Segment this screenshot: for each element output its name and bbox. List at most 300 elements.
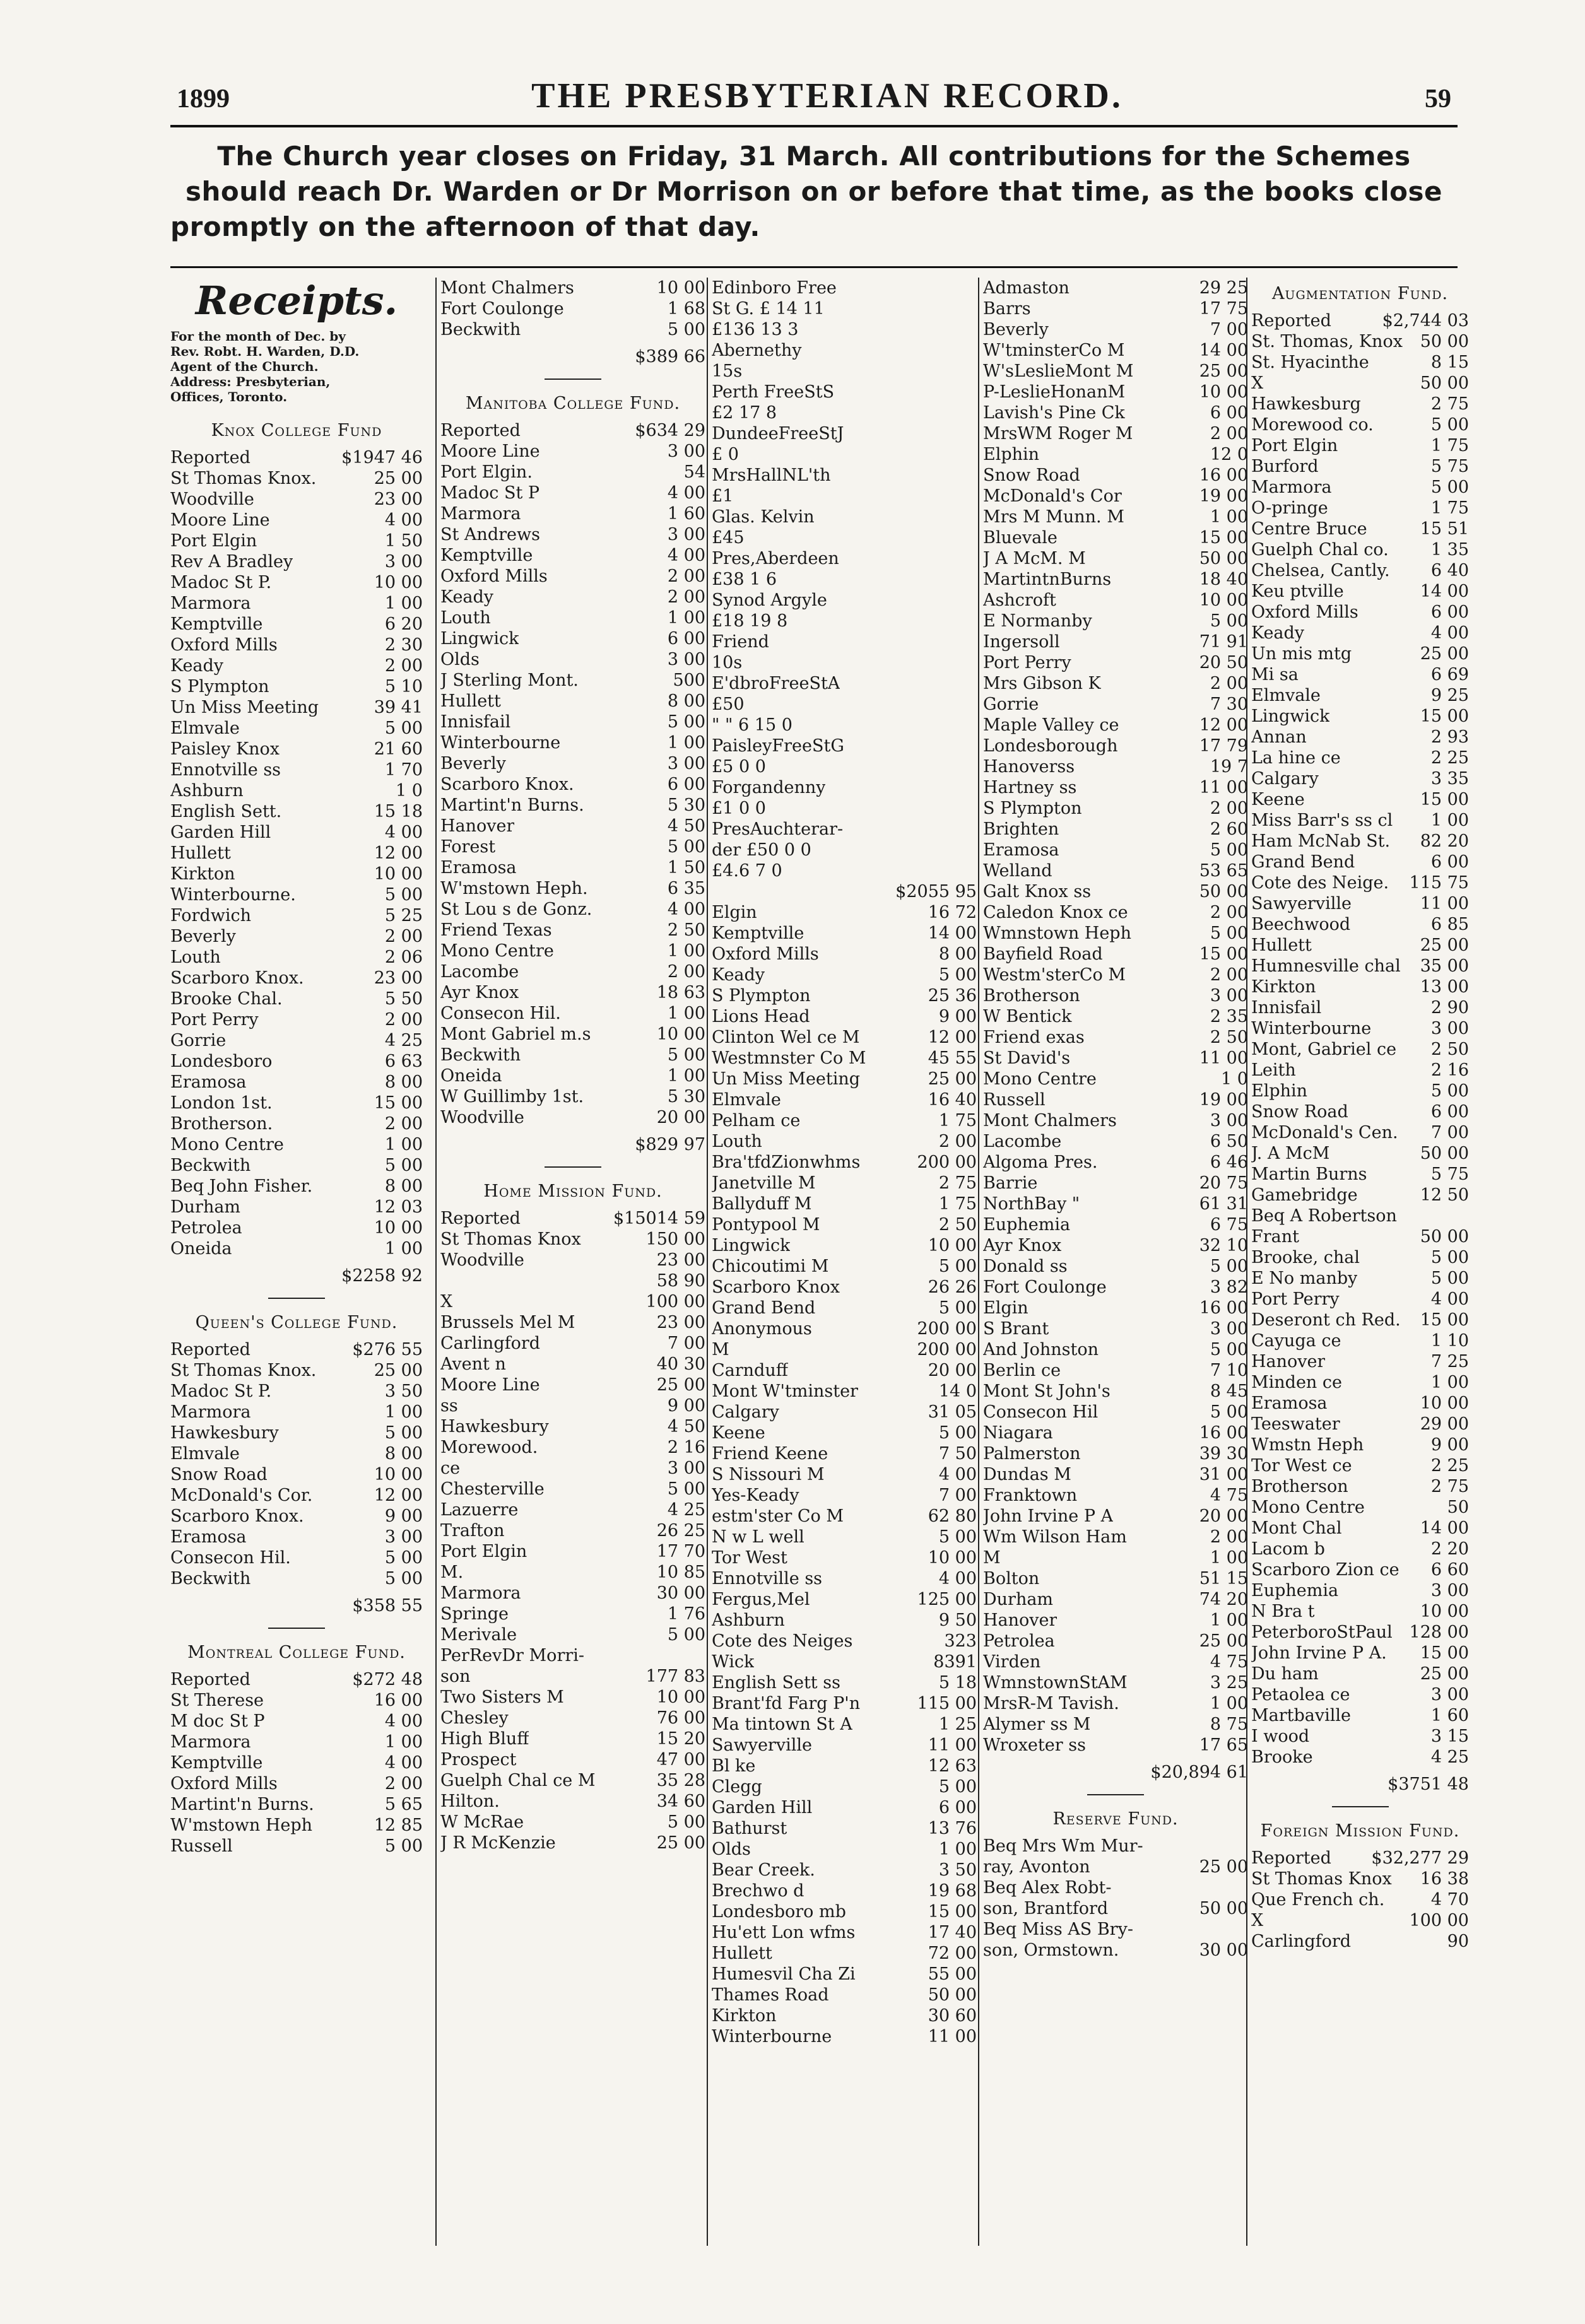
ledger-entry-amount: 12 0 bbox=[1210, 445, 1248, 464]
ledger-entry-amount: 5 00 bbox=[1210, 1340, 1248, 1359]
ledger-entry-amount: 1 75 bbox=[1430, 498, 1469, 518]
ledger-row bbox=[440, 1541, 705, 1562]
ledger-entry-amount: 2 50 bbox=[1430, 1040, 1469, 1059]
ledger-row bbox=[983, 611, 1248, 631]
ledger-entry-amount: 1 75 bbox=[1430, 436, 1469, 455]
ledger-entry-amount: 29 25 bbox=[1199, 278, 1248, 298]
ledger-row bbox=[983, 1152, 1248, 1173]
ledger-row bbox=[440, 1354, 705, 1375]
ledger-entry-amount: 5 00 bbox=[938, 1777, 977, 1797]
ledger-row bbox=[712, 402, 977, 423]
ledger-entry-name: Ashburn bbox=[712, 1611, 785, 1630]
ledger-row bbox=[1251, 935, 1469, 956]
ledger-row bbox=[170, 1030, 423, 1051]
ledger-entry-amount: 20 00 bbox=[656, 1108, 705, 1127]
ledger-entry-name: Hanover bbox=[440, 816, 515, 836]
ledger-entry-amount: 7 00 bbox=[1430, 1123, 1469, 1142]
notice-line: should reach Dr. Warden or Dr Morrison on or before that time, as the books close bbox=[186, 176, 1442, 207]
ledger-entry-name: Eramosa bbox=[170, 1527, 247, 1547]
ledger-entry-amount: 1 00 bbox=[1210, 507, 1248, 527]
ledger-entry-name: Forest bbox=[440, 837, 496, 857]
ledger-entry-amount: 5 25 bbox=[384, 906, 423, 925]
ledger-row bbox=[440, 1604, 705, 1624]
ledger-row bbox=[170, 989, 423, 1009]
ledger-row bbox=[712, 319, 977, 340]
ledger-entry-name: Merivale bbox=[440, 1625, 517, 1645]
ledger-row bbox=[712, 1693, 977, 1714]
ledger-entry-name: Snow Road bbox=[1251, 1102, 1348, 1122]
ledger-entry-name: Chicoutimi M bbox=[712, 1257, 829, 1276]
ledger-entry-amount: 1 00 bbox=[384, 1732, 423, 1752]
ledger-entry-name: J. A McM bbox=[1251, 1144, 1330, 1163]
column-5 bbox=[1246, 278, 1469, 2246]
ledger-entry-amount: 31 00 bbox=[1199, 1465, 1248, 1484]
ledger-entry-amount bbox=[700, 1645, 705, 1666]
ledger-entry-amount: 5 00 bbox=[384, 1548, 423, 1568]
ledger-entry-amount: 6 00 bbox=[938, 1798, 977, 1817]
ledger-entry-name: Keady bbox=[170, 656, 224, 676]
ledger-row bbox=[712, 1839, 977, 1860]
ledger-entry-name: Carlingford bbox=[1251, 1932, 1352, 1951]
ledger-entry-amount: 128 00 bbox=[1409, 1623, 1469, 1642]
ledger-entry-amount bbox=[972, 548, 977, 569]
ledger-entry-name: Ham McNab St. bbox=[1251, 831, 1391, 851]
ledger-row bbox=[170, 926, 423, 947]
ledger-row bbox=[440, 1791, 705, 1812]
ledger-entry-amount: 50 00 bbox=[1199, 882, 1248, 901]
ledger-entry-amount: $634 29 bbox=[635, 421, 705, 440]
ledger-entry-name: Kemptville bbox=[170, 1753, 263, 1773]
ledger-entry-amount: 2 93 bbox=[1430, 727, 1469, 747]
ledger-entry-amount: 10 85 bbox=[656, 1563, 705, 1582]
ledger-row bbox=[983, 1547, 1248, 1568]
ledger-entry-amount: 5 00 bbox=[1210, 1402, 1248, 1422]
ledger-entry-amount: 323 bbox=[944, 1631, 977, 1651]
ledger-entry-amount: 47 00 bbox=[656, 1750, 705, 1769]
ledger-entry-name: Oxford Mills bbox=[1251, 602, 1358, 622]
ledger-row bbox=[170, 1527, 423, 1547]
ledger-row bbox=[170, 1568, 423, 1589]
ledger-entry-amount: 8 00 bbox=[938, 944, 977, 964]
ledger-row bbox=[170, 843, 423, 864]
ledger-entry-amount: 9 00 bbox=[667, 1396, 705, 1416]
ledger-row bbox=[983, 1027, 1248, 1048]
ledger-entry-name: Beverly bbox=[440, 754, 506, 773]
page-number: 59 bbox=[1424, 85, 1451, 114]
ledger-entry-amount: 19 00 bbox=[1199, 486, 1248, 506]
ledger-entry-amount: 20 50 bbox=[1199, 653, 1248, 672]
ledger-entry-name: PerRevDr Morri- bbox=[440, 1646, 585, 1665]
ledger-entry-name: Virden bbox=[983, 1652, 1041, 1672]
ledger-row bbox=[440, 1812, 705, 1833]
ledger-entry-name: £136 13 3 bbox=[712, 320, 799, 339]
ledger-entry-name: Beq Mrs Wm Mur- bbox=[983, 1836, 1143, 1856]
ledger-row bbox=[1251, 1601, 1469, 1622]
ledger-entry-name: Brotherson. bbox=[170, 1114, 273, 1134]
ledger-entry-name: Hanover bbox=[983, 1611, 1058, 1630]
ledger-entry-amount: 25 00 bbox=[1199, 1631, 1248, 1651]
ledger-entry-name: MartintnBurns bbox=[983, 570, 1112, 589]
ledger-entry-amount: 17 79 bbox=[1199, 736, 1248, 756]
ledger-entry-amount: 8 00 bbox=[667, 691, 705, 711]
ledger-entry-amount: 20 00 bbox=[1199, 1506, 1248, 1526]
ledger-entry-name: W Bentick bbox=[983, 1007, 1072, 1026]
ledger-entry-name: Synod Argyle bbox=[712, 590, 827, 610]
ledger-entry-amount: 15 20 bbox=[656, 1729, 705, 1749]
ledger-row bbox=[983, 1652, 1248, 1672]
ledger-entry-name: McDonald's Cen. bbox=[1251, 1123, 1398, 1142]
ledger-entry-name: Winterbourne. bbox=[170, 885, 296, 905]
ledger-row bbox=[712, 569, 977, 590]
ledger-entry-amount: 1 00 bbox=[1430, 1373, 1469, 1392]
ledger-entry-name: St. Thomas, Knox bbox=[1251, 332, 1403, 351]
ledger-entry-name: Reported bbox=[170, 1340, 250, 1359]
ledger-entry-amount: 6 00 bbox=[1430, 602, 1469, 622]
ledger-entry-amount: 9 00 bbox=[938, 1007, 977, 1026]
ledger-entry-name: £1 0 0 bbox=[712, 799, 766, 818]
ledger-entry-name: Hawkesbury bbox=[170, 1423, 279, 1443]
ledger-entry-amount bbox=[972, 527, 977, 548]
ledger-entry-name: Morewood. bbox=[440, 1438, 538, 1457]
ledger-entry-name: Hartney ss bbox=[983, 778, 1077, 797]
ledger-row bbox=[983, 756, 1248, 777]
ledger-entry-name: N w L well bbox=[712, 1527, 804, 1547]
ledger-entry-amount: 2 00 bbox=[1210, 799, 1248, 818]
ledger-row bbox=[440, 566, 705, 587]
ledger-entry-name: Admaston bbox=[983, 278, 1069, 298]
ledger-entry-amount: 4 00 bbox=[1430, 623, 1469, 643]
ledger-entry-name: Lingwick bbox=[712, 1236, 791, 1255]
ledger-row bbox=[170, 1773, 423, 1794]
ledger-row bbox=[983, 548, 1248, 569]
ledger-row bbox=[712, 902, 977, 923]
ledger-entry-amount: 5 00 bbox=[1210, 611, 1248, 631]
ledger-entry-amount bbox=[972, 423, 977, 444]
ledger-entry-amount: 5 00 bbox=[667, 837, 705, 857]
ledger-entry-name: Mont W'tminster bbox=[712, 1382, 858, 1401]
ledger-entry-amount: 34 60 bbox=[656, 1792, 705, 1811]
ledger-entry-name: Franktown bbox=[983, 1486, 1078, 1505]
ledger-entry-amount bbox=[972, 631, 977, 652]
ledger-row bbox=[170, 1815, 423, 1836]
ledger-entry-name: Carnduff bbox=[712, 1361, 788, 1380]
ledger-entry-name: X bbox=[1251, 373, 1264, 393]
ledger-entry-amount: 5 00 bbox=[938, 1423, 977, 1443]
ledger-row bbox=[712, 798, 977, 819]
fund-title-home-mission: Home Mission Fund. bbox=[483, 1182, 663, 1201]
ledger-row bbox=[170, 1009, 423, 1030]
ledger-row bbox=[983, 860, 1248, 881]
column-3 bbox=[707, 278, 977, 2246]
intro-line: Offices, Toronto. bbox=[170, 389, 288, 404]
ledger-entry-name: E No manby bbox=[1251, 1269, 1358, 1288]
ledger-row bbox=[440, 1250, 705, 1271]
ledger-entry-amount: 5 30 bbox=[667, 795, 705, 815]
ledger-entry-amount: 5 00 bbox=[667, 320, 705, 339]
ledger-entry-name: Petrolea bbox=[170, 1218, 242, 1238]
ledger-entry-name: Beq John Fisher. bbox=[170, 1177, 313, 1196]
ledger-row bbox=[440, 1499, 705, 1520]
intro-line: Agent of the Church. bbox=[170, 359, 319, 374]
ledger-entry-amount: 5 00 bbox=[667, 1625, 705, 1645]
ledger-entry-name: Minden ce bbox=[1251, 1373, 1343, 1392]
ledger-entry-amount: 19 68 bbox=[928, 1881, 977, 1901]
ledger-entry-name: £38 1 6 bbox=[712, 570, 777, 589]
ledger-entry-amount: 125 00 bbox=[917, 1590, 977, 1609]
ledger-entry-amount: 1 00 bbox=[938, 1840, 977, 1859]
ledger-entry-name: Scarboro Knox bbox=[712, 1277, 840, 1297]
ledger-entry-name: Humnesville chal bbox=[1251, 956, 1401, 976]
page-year: 1899 bbox=[177, 85, 230, 114]
ledger-entry-amount: 1 00 bbox=[667, 608, 705, 628]
ledger-entry-name: Westm'sterCo M bbox=[983, 965, 1126, 985]
ledger-entry-name: Calgary bbox=[1251, 769, 1319, 789]
ledger-entry-name: St Andrews bbox=[440, 525, 540, 544]
ledger-entry-name: Euphemia bbox=[983, 1215, 1071, 1235]
ledger-row bbox=[1251, 373, 1469, 394]
ledger-entry-name: ray, Avonton bbox=[983, 1857, 1090, 1877]
ledger-entry-amount bbox=[972, 382, 977, 402]
ledger-entry-amount: 12 00 bbox=[374, 843, 423, 863]
ledger-row bbox=[1251, 852, 1469, 872]
ledger-entry-amount: 15 00 bbox=[1199, 528, 1248, 548]
ledger-row bbox=[712, 1464, 977, 1485]
ledger-row bbox=[1251, 664, 1469, 685]
church-year-notice bbox=[170, 139, 1458, 245]
ledger-entry-amount: 51 15 bbox=[1199, 1569, 1248, 1588]
ledger-entry-amount: 2 50 bbox=[667, 920, 705, 940]
ledger-entry-amount: 115 75 bbox=[1409, 873, 1469, 893]
ledger-row bbox=[712, 756, 977, 777]
ledger-entry-name: Chelsea, Cantly. bbox=[1251, 561, 1390, 580]
ledger-row bbox=[170, 1238, 423, 1259]
ledger-row bbox=[170, 1113, 423, 1134]
ledger-row bbox=[712, 736, 977, 756]
ledger-row bbox=[170, 593, 423, 614]
ledger-row bbox=[440, 1333, 705, 1354]
ledger-entry-name: Madoc St P bbox=[440, 483, 540, 503]
ledger-entry-amount: 17 65 bbox=[1199, 1735, 1248, 1755]
ledger-entry-amount: 7 00 bbox=[1210, 320, 1248, 339]
ledger-entry-amount: 1 75 bbox=[938, 1194, 977, 1214]
ledger-entry-amount: 2 00 bbox=[938, 1132, 977, 1151]
ledger-entry-amount bbox=[972, 756, 977, 777]
ledger-entry-name: Guelph Chal ce M bbox=[440, 1771, 596, 1790]
ledger-row bbox=[712, 1672, 977, 1693]
ledger-entry-amount bbox=[972, 465, 977, 486]
ledger-row bbox=[983, 652, 1248, 673]
ledger-entry-name: John Irvine P A. bbox=[1251, 1643, 1387, 1663]
ledger-entry-name: Prospect bbox=[440, 1750, 517, 1769]
ledger-entry-name: Consecon Hil bbox=[983, 1402, 1099, 1422]
ledger-entry-name: J Sterling Mont. bbox=[440, 671, 579, 690]
ledger-entry-name: Chesley bbox=[440, 1708, 509, 1728]
ledger-row bbox=[1251, 539, 1469, 560]
ledger-row bbox=[983, 736, 1248, 756]
ledger-entry-name: 10s bbox=[712, 653, 743, 672]
ledger-entry-name: Beq Miss AS Bry- bbox=[983, 1920, 1133, 1939]
ledger-row bbox=[712, 1381, 977, 1402]
ledger-entry-amount: 4 00 bbox=[667, 900, 705, 919]
ledger-entry-amount: 1 00 bbox=[667, 941, 705, 961]
ledger-entry-amount: 15 00 bbox=[1420, 1310, 1469, 1330]
ledger-row bbox=[1251, 498, 1469, 519]
ledger-row bbox=[170, 1402, 423, 1423]
ledger-row bbox=[440, 298, 705, 319]
ledger-entry-amount: 7 30 bbox=[1210, 695, 1248, 714]
ledger-row bbox=[440, 1770, 705, 1791]
ledger-row bbox=[170, 1093, 423, 1113]
ledger-row bbox=[983, 1464, 1248, 1485]
ledger-row bbox=[1251, 1018, 1469, 1039]
ledger-row bbox=[1251, 1747, 1469, 1768]
ledger-row bbox=[983, 673, 1248, 694]
ledger-entry-amount: 3 35 bbox=[1430, 769, 1469, 789]
ledger-entry-amount: 115 00 bbox=[917, 1694, 977, 1713]
ledger-entry-amount: 7 00 bbox=[667, 1334, 705, 1353]
ledger-row bbox=[712, 673, 977, 694]
ledger-entry-name: Mono Centre bbox=[1251, 1498, 1365, 1517]
ledger-row bbox=[1251, 893, 1469, 914]
ledger-entry-name: M. bbox=[440, 1563, 464, 1582]
ledger-entry-amount: 11 00 bbox=[928, 2027, 977, 2046]
ledger-row bbox=[983, 1214, 1248, 1235]
ledger-entry-name: Russell bbox=[170, 1836, 233, 1856]
ledger-row bbox=[983, 902, 1248, 923]
ledger-entry-amount: 25 00 bbox=[374, 469, 423, 488]
ledger-entry-name: Paisley Knox bbox=[170, 739, 280, 759]
ledger-entry-amount: $15014 59 bbox=[613, 1209, 705, 1228]
ledger-entry-name: Niagara bbox=[983, 1423, 1053, 1443]
ledger-row bbox=[712, 1006, 977, 1027]
ledger-row bbox=[712, 777, 977, 798]
ledger-entry-amount: 1 75 bbox=[938, 1111, 977, 1130]
ledger-entry-name: Alymer ss M bbox=[983, 1715, 1091, 1734]
ledger-entry-amount: 12 85 bbox=[374, 1816, 423, 1835]
ledger-entry-amount: 6 63 bbox=[384, 1052, 423, 1071]
fund-total-home-mission: $20,894 61 bbox=[1150, 1763, 1248, 1782]
ledger-entry-name: Kemptville bbox=[440, 546, 533, 565]
ledger-entry-amount bbox=[972, 569, 977, 590]
ledger-entry-amount: 10 00 bbox=[374, 1218, 423, 1238]
ledger-row bbox=[440, 1583, 705, 1604]
ledger-entry-name: Perth FreeStS bbox=[712, 382, 835, 402]
ledger-row bbox=[170, 635, 423, 655]
ledger-row bbox=[440, 857, 705, 878]
ledger-entry-name: Forgandenny bbox=[712, 778, 826, 797]
ledger-entry-amount: 10 00 bbox=[1420, 1394, 1469, 1413]
ledger-entry-name: Thames Road bbox=[712, 1985, 829, 2005]
ledger-entry-amount: 5 00 bbox=[1430, 478, 1469, 497]
ledger-entry-amount: 25 00 bbox=[656, 1375, 705, 1395]
ledger-entry-amount: 1 35 bbox=[1430, 540, 1469, 560]
ledger-entry-amount: 71 91 bbox=[1199, 632, 1248, 652]
ledger-entry-amount: 5 50 bbox=[384, 989, 423, 1009]
ledger-entry-name: Beq Alex Robt- bbox=[983, 1878, 1112, 1898]
ledger-row bbox=[712, 548, 977, 569]
ledger-row bbox=[712, 1131, 977, 1152]
ledger-entry-amount: 5 00 bbox=[1430, 1081, 1469, 1101]
ledger-foreign-mission bbox=[1251, 1848, 1469, 1952]
ledger-entry-amount bbox=[972, 715, 977, 736]
ledger-row bbox=[983, 340, 1248, 361]
ledger-entry-name: Lavish's Pine Ck bbox=[983, 403, 1125, 423]
ledger-row bbox=[170, 884, 423, 905]
ledger-entry-name: " " 6 15 0 bbox=[712, 715, 792, 735]
ledger-entry-name: Mont Gabriel m.s bbox=[440, 1024, 591, 1044]
ledger-entry-name: Westmnster Co M bbox=[712, 1048, 866, 1068]
ledger-entry-name: Du ham bbox=[1251, 1664, 1319, 1684]
ledger-row bbox=[1251, 1664, 1469, 1684]
ledger-row bbox=[712, 1048, 977, 1069]
ledger-row bbox=[1251, 1910, 1469, 1931]
ledger-entry-name: Beckwith bbox=[170, 1156, 251, 1175]
ledger-entry-amount: 6 75 bbox=[1210, 1215, 1248, 1235]
ledger-entry-name: Un Miss Meeting bbox=[712, 1069, 861, 1089]
ledger-entry-amount: 3 00 bbox=[667, 754, 705, 773]
ledger-row bbox=[1251, 1931, 1469, 1952]
ledger-entry-amount: 5 00 bbox=[384, 719, 423, 738]
ledger-row bbox=[983, 278, 1248, 298]
ledger-row bbox=[712, 527, 977, 548]
ledger-entry-name: Bl ke bbox=[712, 1756, 756, 1776]
ledger-entry-name: Bolton bbox=[983, 1569, 1040, 1588]
ledger-entry-name: Avent n bbox=[440, 1354, 506, 1374]
ledger-entry-name: Martbaville bbox=[1251, 1706, 1352, 1725]
ledger-entry-amount: 5 75 bbox=[1430, 457, 1469, 476]
fund-total-augmentation: $3751 48 bbox=[1388, 1775, 1469, 1794]
fund-total-col2-top: $389 66 bbox=[635, 347, 705, 367]
ledger-entry-amount bbox=[972, 673, 977, 694]
ledger-entry-amount: 6 35 bbox=[667, 879, 705, 898]
ledger-entry-name: Cote des Neiges bbox=[712, 1631, 853, 1651]
ledger-row bbox=[440, 503, 705, 524]
ledger-entry-name: Mono Centre bbox=[440, 941, 554, 961]
ledger-row bbox=[712, 1194, 977, 1214]
ledger-entry-name: M bbox=[712, 1340, 729, 1359]
ledger-row bbox=[1251, 1185, 1469, 1206]
ledger-entry-name: Innisfail bbox=[440, 712, 511, 732]
ledger-row bbox=[170, 760, 423, 780]
ledger-entry-amount: 50 00 bbox=[928, 1985, 977, 2005]
ledger-row bbox=[712, 944, 977, 965]
ledger-entry-amount: 9 50 bbox=[938, 1611, 977, 1630]
ledger-entry-amount: 5 00 bbox=[938, 1257, 977, 1276]
ledger-entry-amount: 9 00 bbox=[384, 1506, 423, 1526]
fund-title-foreign-mission: Foreign Mission Fund. bbox=[1260, 1821, 1460, 1841]
ledger-entry-amount: 1 70 bbox=[384, 760, 423, 780]
ledger-row bbox=[170, 1051, 423, 1072]
ledger-entry-amount: 10 00 bbox=[374, 1465, 423, 1484]
ledger-entry-name: Eramosa bbox=[1251, 1394, 1328, 1413]
ledger-entry-name: Algoma Pres. bbox=[983, 1153, 1098, 1172]
ledger-entry-name: der £50 0 0 bbox=[712, 840, 811, 860]
ledger-entry-name: Kirkton bbox=[170, 864, 235, 884]
ledger-entry-amount: 2 75 bbox=[938, 1173, 977, 1193]
ledger-row bbox=[1251, 748, 1469, 768]
ledger-row bbox=[1251, 685, 1469, 706]
ledger-entry-amount: 1 60 bbox=[667, 504, 705, 524]
ledger-row bbox=[1251, 1848, 1469, 1869]
ledger-entry-amount: 12 63 bbox=[928, 1756, 977, 1776]
ledger-entry-amount: 11 00 bbox=[1199, 1048, 1248, 1068]
ledger-entry-name: Clegg bbox=[712, 1777, 762, 1797]
ledger-row bbox=[440, 1086, 705, 1107]
ledger-row bbox=[440, 462, 705, 483]
ledger-entry-amount: 15 00 bbox=[1199, 944, 1248, 964]
ledger-row bbox=[440, 524, 705, 545]
ledger-entry-amount bbox=[972, 652, 977, 673]
